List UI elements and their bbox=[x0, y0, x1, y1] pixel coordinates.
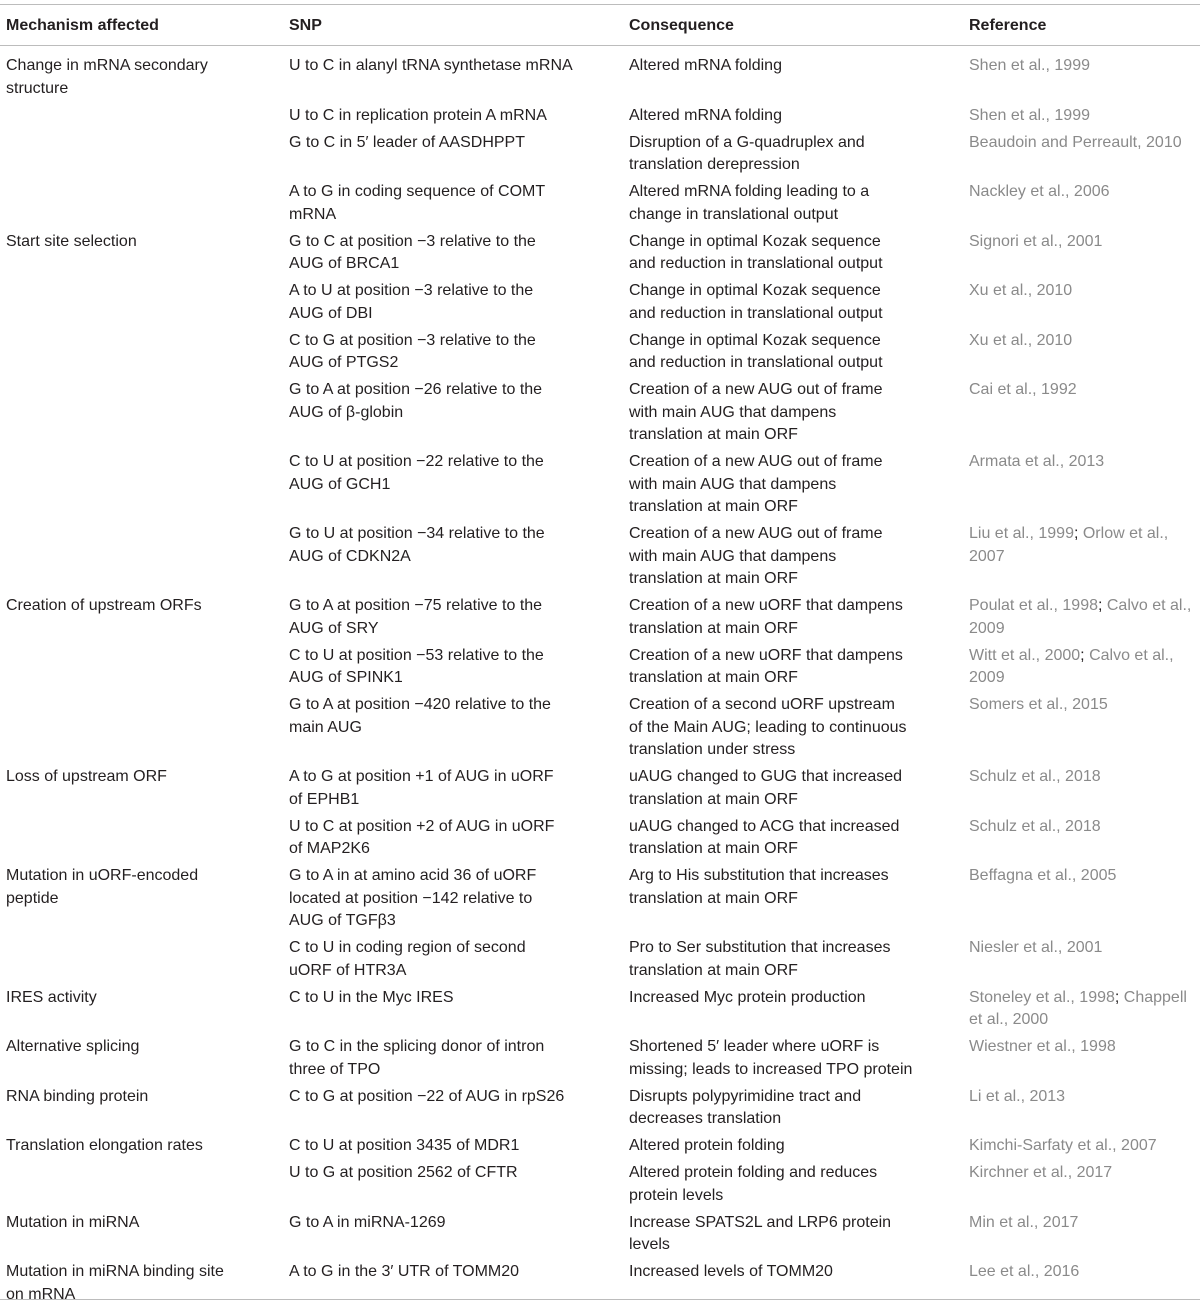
header-consequence: Consequence bbox=[629, 17, 734, 34]
consequence-text: Altered mRNA folding leading to a bbox=[629, 183, 870, 200]
reference-text bbox=[969, 1212, 1078, 1235]
snp-text: C to U at position −22 relative to the bbox=[289, 453, 544, 470]
snp-text: AUG of PTGS2 bbox=[289, 354, 399, 371]
consequence-text: levels bbox=[629, 1236, 670, 1253]
consequence-text: translation at main ORF bbox=[629, 840, 798, 857]
consequence-text: protein levels bbox=[629, 1186, 724, 1204]
reference-citation: Wiestner et al., 1998 bbox=[969, 1038, 1116, 1055]
snp-text: AUG of SPINK1 bbox=[289, 669, 403, 686]
reference-separator: ; bbox=[1073, 525, 1083, 542]
consequence-text: Change in optimal Kozak sequence bbox=[629, 232, 881, 250]
consequence-text: translation at main ORF bbox=[629, 790, 798, 808]
snp-text: U to G at position 2562 of CFTR bbox=[289, 1164, 518, 1181]
snp-text: C to U in coding region of second bbox=[289, 939, 526, 956]
mechanism-text: Creation of upstream ORFs bbox=[6, 597, 202, 614]
snp-text: A to U at position −3 relative to the bbox=[289, 282, 534, 299]
snp-text: G to C in 5′ leader of AASDHPPT bbox=[289, 133, 525, 151]
mechanism-text: peptide bbox=[6, 889, 59, 907]
consequence-text: and reduction in translational output bbox=[629, 304, 883, 322]
reference-citation: Lee et al., 2016 bbox=[969, 1263, 1080, 1280]
consequence-text: Altered protein folding bbox=[629, 1137, 785, 1154]
snp-text: A to G in coding sequence of COMT bbox=[289, 183, 546, 200]
consequence-text: translation derepression bbox=[629, 156, 800, 173]
reference-separator: ; bbox=[1080, 646, 1090, 664]
consequence-text: Creation of a new uORF that dampens bbox=[629, 597, 903, 614]
header-reference: Reference bbox=[969, 17, 1047, 34]
reference-separator: ; bbox=[1114, 988, 1124, 1006]
reference-citation: Li et al., 2013 bbox=[969, 1087, 1066, 1105]
snp-text: mRNA bbox=[289, 205, 337, 223]
snp-text: AUG of CDKN2A bbox=[289, 547, 411, 565]
reference-citation: 2009 bbox=[969, 619, 1005, 637]
top-rule bbox=[0, 4, 1200, 5]
consequence-text: change in translational output bbox=[629, 205, 839, 223]
header-snp: SNP bbox=[289, 17, 322, 34]
reference-text bbox=[969, 523, 1168, 546]
consequence-text: with main AUG that dampens bbox=[629, 547, 837, 565]
reference-citation: Schulz et al., 2018 bbox=[969, 817, 1101, 835]
consequence-text: missing; leads to increased TPO protein bbox=[629, 1060, 913, 1078]
snp-text: A to G in the 3′ UTR of TOMM20 bbox=[289, 1263, 520, 1280]
header-mechanism: Mechanism affected bbox=[6, 17, 159, 34]
consequence-text: Creation of a second uORF upstream bbox=[629, 696, 895, 713]
reference-citation: Signori et al., 2001 bbox=[969, 232, 1103, 250]
snp-text: G to A in miRNA-1269 bbox=[289, 1213, 446, 1231]
reference-text bbox=[969, 645, 1174, 668]
reference-text bbox=[969, 280, 1072, 303]
reference-text bbox=[969, 937, 1102, 960]
consequence-text: Change in optimal Kozak sequence bbox=[629, 331, 881, 349]
reference-text bbox=[969, 379, 1077, 402]
snp-text: G to A at position −420 relative to the bbox=[289, 696, 551, 713]
reference-separator: ; bbox=[1097, 597, 1107, 614]
snp-text: U to C in alanyl tRNA synthetase mRNA bbox=[289, 57, 573, 74]
reference-text bbox=[969, 1135, 1157, 1158]
mechanism-text: Mutation in uORF-encoded bbox=[6, 867, 199, 884]
consequence-text: Increase SPATS2L and LRP6 protein bbox=[629, 1213, 892, 1231]
reference-citation: Xu et al., 2010 bbox=[969, 331, 1073, 349]
consequence-text: Increased levels of TOMM20 bbox=[629, 1263, 833, 1280]
reference-citation: Beaudoin and Perreault, 2010 bbox=[969, 133, 1182, 151]
snp-text: main AUG bbox=[289, 718, 362, 736]
reference-citation: Poulat et al., 1998 bbox=[969, 597, 1098, 614]
consequence-text: translation at main ORF bbox=[629, 889, 798, 907]
consequence-text: Increased Myc protein production bbox=[629, 988, 866, 1006]
reference-citation: Witt et al., 2000 bbox=[969, 646, 1081, 664]
consequence-text: Creation of a new AUG out of frame bbox=[629, 525, 883, 542]
consequence-text: with main AUG that dampens bbox=[629, 403, 837, 421]
reference-text bbox=[969, 132, 1182, 155]
mechanism-text: Loss of upstream ORF bbox=[6, 768, 167, 785]
reference-citation: Calvo et al., bbox=[1106, 597, 1192, 614]
mechanism-text: Translation elongation rates bbox=[6, 1137, 203, 1154]
consequence-text: Altered mRNA folding bbox=[629, 57, 782, 74]
reference-citation: Cai et al., 1992 bbox=[969, 381, 1077, 398]
mechanism-text: RNA binding protein bbox=[6, 1087, 149, 1105]
reference-citation: Stoneley et al., 1998 bbox=[969, 988, 1115, 1006]
snp-text: G to C in the splicing donor of intron bbox=[289, 1038, 545, 1055]
consequence-text: translation at main ORF bbox=[629, 669, 798, 686]
snp-text: AUG of BRCA1 bbox=[289, 255, 400, 272]
consequence-text: Creation of a new uORF that dampens bbox=[629, 646, 903, 664]
reference-citation: Schulz et al., 2018 bbox=[969, 768, 1101, 785]
consequence-text: decreases translation bbox=[629, 1110, 782, 1127]
snp-text: AUG of TGFβ3 bbox=[289, 912, 396, 929]
snp-text: U to C in replication protein A mRNA bbox=[289, 106, 547, 124]
snp-text: AUG of GCH1 bbox=[289, 475, 391, 493]
consequence-text: Pro to Ser substitution that increases bbox=[629, 939, 891, 956]
reference-citation: Beffagna et al., 2005 bbox=[969, 867, 1117, 884]
snp-text: located at position −142 relative to bbox=[289, 889, 533, 907]
consequence-text: with main AUG that dampens bbox=[629, 475, 837, 493]
reference-citation: Xu et al., 2010 bbox=[969, 282, 1073, 299]
consequence-text: translation at main ORF bbox=[629, 426, 798, 443]
consequence-text: translation at main ORF bbox=[629, 619, 798, 637]
mechanism-text: Change in mRNA secondary bbox=[6, 57, 208, 74]
snp-text: U to C at position +2 of AUG in uORF bbox=[289, 817, 555, 835]
consequence-text: uAUG changed to ACG that increased bbox=[629, 817, 900, 835]
consequence-text: Creation of a new AUG out of frame bbox=[629, 381, 883, 398]
reference-citation: Shen et al., 1999 bbox=[969, 106, 1090, 124]
reference-text bbox=[969, 55, 1090, 78]
reference-citation: Min et al., 2017 bbox=[969, 1213, 1079, 1231]
reference-citation: Liu et al., 1999 bbox=[969, 525, 1074, 542]
snp-text: G to C at position −3 relative to the bbox=[289, 232, 536, 250]
reference-text bbox=[969, 1009, 1048, 1032]
mechanism-text: on mRNA bbox=[6, 1285, 76, 1303]
reference-citation: Nackley et al., 2006 bbox=[969, 183, 1110, 200]
snp-text: AUG of DBI bbox=[289, 304, 373, 322]
consequence-text: translation at main ORF bbox=[629, 498, 798, 515]
consequence-text: uAUG changed to GUG that increased bbox=[629, 768, 903, 785]
consequence-text: Disrupts polypyrimidine tract and bbox=[629, 1087, 862, 1105]
reference-citation: Armata et al., 2013 bbox=[969, 453, 1105, 470]
reference-text bbox=[969, 451, 1104, 474]
header-rule bbox=[0, 45, 1200, 46]
reference-text bbox=[969, 766, 1101, 789]
reference-citation: Chappell bbox=[1123, 988, 1187, 1006]
mechanism-text: Alternative splicing bbox=[6, 1038, 140, 1055]
snp-text: AUG of SRY bbox=[289, 619, 379, 637]
reference-text bbox=[969, 546, 1005, 569]
snp-text: uORF of HTR3A bbox=[289, 961, 407, 979]
reference-citation: Orlow et al., bbox=[1082, 525, 1169, 542]
consequence-text: and reduction in translational output bbox=[629, 354, 883, 371]
snp-text: C to U at position −53 relative to the bbox=[289, 646, 544, 664]
snp-text: C to G at position −3 relative to the bbox=[289, 331, 536, 349]
consequence-text: of the Main AUG; leading to continuous bbox=[629, 718, 907, 736]
snp-text: G to A at position −75 relative to the bbox=[289, 597, 543, 614]
consequence-text: Creation of a new AUG out of frame bbox=[629, 453, 883, 470]
mechanism-text: structure bbox=[6, 79, 69, 97]
consequence-text: Arg to His substitution that increases bbox=[629, 867, 889, 884]
snp-text: of MAP2K6 bbox=[289, 840, 370, 857]
reference-text bbox=[969, 181, 1110, 204]
reference-text bbox=[969, 1261, 1079, 1284]
mechanism-text: Mutation in miRNA bbox=[6, 1213, 140, 1231]
snp-text: three of TPO bbox=[289, 1060, 381, 1078]
snp-text: C to U in the Myc IRES bbox=[289, 988, 454, 1006]
reference-citation: Niesler et al., 2001 bbox=[969, 939, 1103, 956]
reference-text bbox=[969, 105, 1090, 128]
snp-text: A to G at position +1 of AUG in uORF bbox=[289, 768, 554, 785]
mechanism-text: IRES activity bbox=[6, 988, 97, 1006]
snp-text: C to U at position 3435 of MDR1 bbox=[289, 1137, 520, 1154]
snp-text: AUG of β-globin bbox=[289, 403, 404, 421]
consequence-text: Altered protein folding and reduces bbox=[629, 1164, 878, 1181]
snp-text: C to G at position −22 of AUG in rpS26 bbox=[289, 1087, 565, 1105]
consequence-text: Shortened 5′ leader where uORF is bbox=[629, 1038, 880, 1055]
reference-text bbox=[969, 618, 1005, 641]
consequence-text: translation at main ORF bbox=[629, 570, 798, 587]
reference-citation: 2007 bbox=[969, 547, 1005, 565]
reference-citation: Kimchi-Sarfaty et al., 2007 bbox=[969, 1137, 1157, 1154]
reference-citation: Shen et al., 1999 bbox=[969, 57, 1090, 74]
snp-text: G to A at position −26 relative to the bbox=[289, 381, 543, 398]
consequence-text: and reduction in translational output bbox=[629, 255, 883, 272]
bottom-rule bbox=[0, 1299, 1200, 1300]
reference-citation: et al., 2000 bbox=[969, 1011, 1049, 1028]
mechanism-text: Mutation in miRNA binding site bbox=[6, 1263, 224, 1280]
reference-citation: 2009 bbox=[969, 669, 1005, 686]
reference-text bbox=[969, 816, 1101, 839]
reference-text bbox=[969, 330, 1072, 353]
reference-text bbox=[969, 231, 1102, 254]
reference-text bbox=[969, 1036, 1116, 1059]
reference-text bbox=[969, 865, 1116, 888]
reference-text bbox=[969, 1162, 1112, 1185]
snp-text: G to A in at amino acid 36 of uORF bbox=[289, 867, 537, 884]
snp-text: G to U at position −34 relative to the bbox=[289, 525, 545, 542]
mechanism-text: Start site selection bbox=[6, 232, 137, 250]
reference-text bbox=[969, 595, 1191, 618]
consequence-text: Altered mRNA folding bbox=[629, 106, 782, 124]
reference-citation: Kirchner et al., 2017 bbox=[969, 1164, 1113, 1181]
consequence-text: Change in optimal Kozak sequence bbox=[629, 282, 881, 299]
reference-text bbox=[969, 987, 1187, 1010]
snp-text: of EPHB1 bbox=[289, 790, 360, 808]
reference-text bbox=[969, 667, 1005, 690]
reference-citation: Somers et al., 2015 bbox=[969, 696, 1108, 713]
consequence-text: translation at main ORF bbox=[629, 961, 798, 979]
reference-text bbox=[969, 1086, 1065, 1109]
consequence-text: translation under stress bbox=[629, 741, 796, 758]
reference-citation: Calvo et al., bbox=[1089, 646, 1174, 664]
consequence-text: Disruption of a G-quadruplex and bbox=[629, 133, 865, 151]
reference-text bbox=[969, 694, 1108, 717]
